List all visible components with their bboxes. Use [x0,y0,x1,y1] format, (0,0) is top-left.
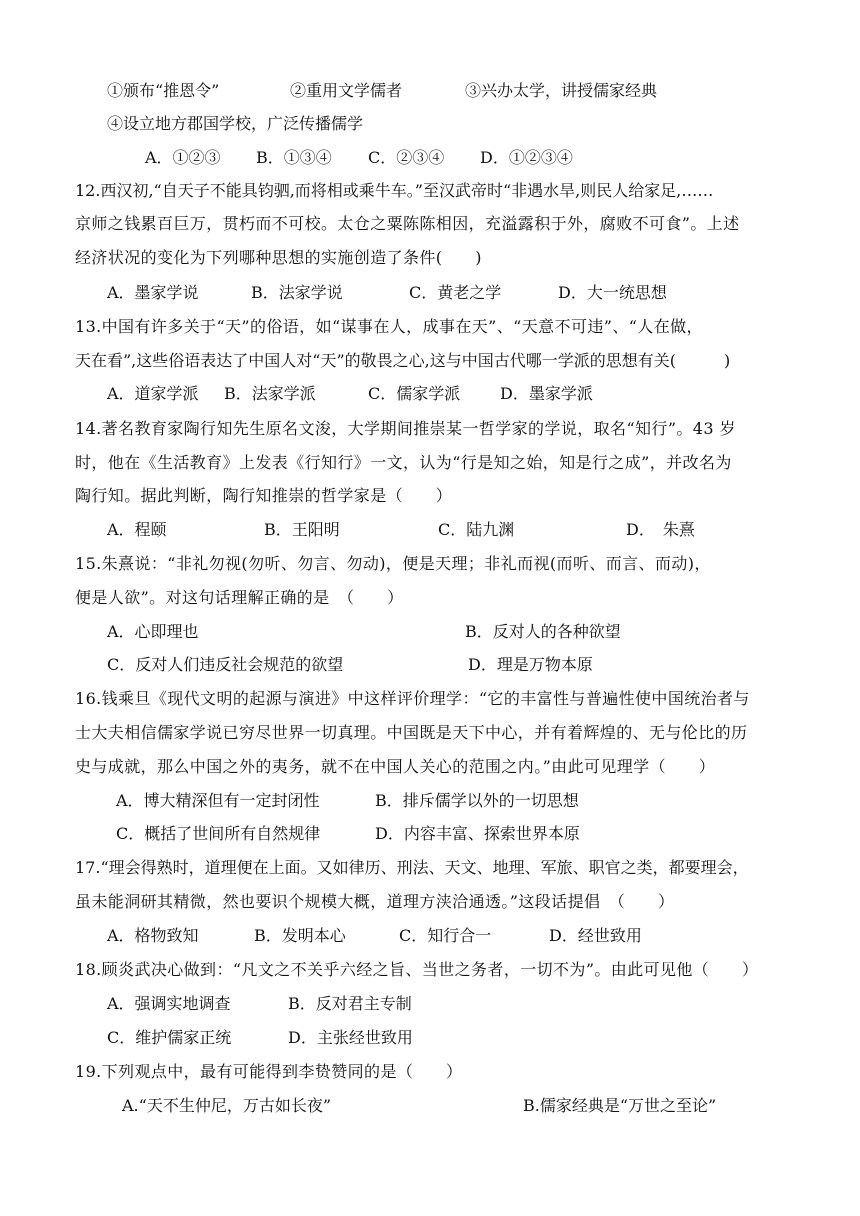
q12-stem-line-3: 经济状况的变化为下列哪种思想的实施创造了条件( ) [75,248,482,267]
q13-stem-line-2: 天在看”,这些俗语表达了中国人对“天”的敬畏之心,这与中国古代哪一学派的思想有关( ) [75,351,731,370]
q19-option-a[interactable]: A.“天不生仲尼，万古如长夜” [122,1096,332,1115]
q17-stem-line-1: 17.“理会得熟时，道理便在上面。又如律历、刑法、天文、地理、军旅、职官之类，都要理会， [75,858,749,877]
q18-option-b[interactable]: B．反对君主专制 [288,994,412,1013]
q11-item-4: ④设立地方郡国学校，广泛传播儒学 [107,114,364,133]
q16-stem-line-2: 士大夫相信儒家学说已穷尽世界一切真理。中国既是天下中心，并有着辉煌的、无与伦比的历 [75,723,748,742]
q16-option-a[interactable]: A．博大精深但有一定封闭性 [116,791,320,810]
q12-option-c[interactable]: C．黄老之学 [409,283,502,302]
q15-stem-line-2: 便是人欲”。对这句话理解正确的是 （ ） [75,588,404,607]
q12-stem-line-1: 12.西汉初,“自天子不能具钧驷,而将相或乘牛车。”至汉武帝时“非遇水旱,则民人给家足,…… [75,181,714,200]
q12-option-a[interactable]: A．墨家学说 [107,283,199,302]
q16-option-c[interactable]: C．概括了世间所有自然规律 [116,824,321,843]
q19-option-b[interactable]: B.儒家经典是“万世之至论” [523,1096,717,1115]
q17-option-a[interactable]: A．格物致知 [107,926,199,945]
q14-option-d[interactable]: D． 朱熹 [626,520,695,539]
q14-option-c[interactable]: C．陆九渊 [438,520,515,539]
q14-stem-line-2: 时，他在《生活教育》上发表《行知行》一文，认为“行是知之始，知是行之成”，并改名为 [75,453,732,472]
q18-option-a[interactable]: A．强调实地调查 [107,994,231,1013]
q18-stem-line-1: 18.顾炎武决心做到：“凡文之不关乎六经之旨、当世之务者，一切不为”。由此可见他（ ） [75,960,759,979]
q18-option-d[interactable]: D．主张经世致用 [288,1028,413,1047]
q17-option-b[interactable]: B．发明本心 [254,926,346,945]
q11-item-1: ①颁布“推恩令” [107,81,220,100]
q14-option-b[interactable]: B．王阳明 [264,520,340,539]
q12-option-b[interactable]: B．法家学说 [251,283,343,302]
q13-stem-line-1: 13.中国有许多关于“天”的俗语，如“谋事在人，成事在天”、“天意不可违”、“人在做， [75,317,703,336]
q13-option-c[interactable]: C．儒家学派 [368,384,461,403]
q16-stem-line-1: 16.钱乘旦《现代文明的起源与演进》中这样评价理学：“它的丰富性与普遍性使中国统治者与 [75,689,750,708]
q12-stem-line-2: 京师之钱累百巨万，贯朽而不可校。太仓之粟陈陈相因，充溢露积于外，腐败不可食”。上述 [75,214,740,233]
q18-option-c[interactable]: C．维护儒家正统 [107,1028,232,1047]
q17-option-d[interactable]: D．经世致用 [549,926,642,945]
q15-option-a[interactable]: A．心即理也 [107,622,199,641]
q19-stem-line-1: 19.下列观点中，最有可能得到李贽赞同的是（ ） [75,1062,463,1081]
q13-option-b[interactable]: B．法家学派 [224,384,316,403]
q11-item-2: ②重用文学儒者 [290,81,403,100]
q16-stem-line-3: 史与成就，那么中国之外的夷务，就不在中国人关心的范围之内。”由此可见理学（ ） [75,757,716,776]
q13-option-d[interactable]: D．墨家学派 [500,384,593,403]
q11-item-3: ③兴办太学，讲授儒家经典 [465,81,658,100]
q12-option-d[interactable]: D．大一统思想 [558,283,667,302]
q11-option-d[interactable]: D．①②③④ [480,148,573,167]
q15-option-b[interactable]: B．反对人的各种欲望 [465,622,621,641]
q14-stem-line-1: 14.著名教育家陶行知先生原名文浚，大学期间推崇某一哲学家的学说，取名“知行”。43 岁 [75,419,736,438]
q14-stem-line-3: 陶行知。据此判断，陶行知推崇的哲学家是（ ） [75,486,453,505]
q15-stem-line-1: 15.朱熹说：“非礼勿视(勿听、勿言、勿动)，便是天理；非礼而视(而听、而言、而动)， [75,554,711,573]
q17-stem-line-2: 虽未能洞研其精微，然也要识个规模大概，道理方浃洽通透。”这段话提倡 （ ） [75,892,675,911]
q11-option-c[interactable]: C．②③④ [368,148,445,167]
q17-option-c[interactable]: C．知行合一 [399,926,492,945]
q16-option-d[interactable]: D．内容丰富、探索世界本原 [375,824,580,843]
q15-option-d[interactable]: D．理是万物本原 [468,655,593,674]
q16-option-b[interactable]: B．排斥儒学以外的一切思想 [375,791,579,810]
q13-option-a[interactable]: A．道家学派 [107,384,199,403]
q11-option-a[interactable]: A．①②③ [145,148,221,167]
q14-option-a[interactable]: A．程颐 [107,520,167,539]
q15-option-c[interactable]: C．反对人们违反社会规范的欲望 [107,655,344,674]
q11-option-b[interactable]: B．①③④ [256,148,332,167]
